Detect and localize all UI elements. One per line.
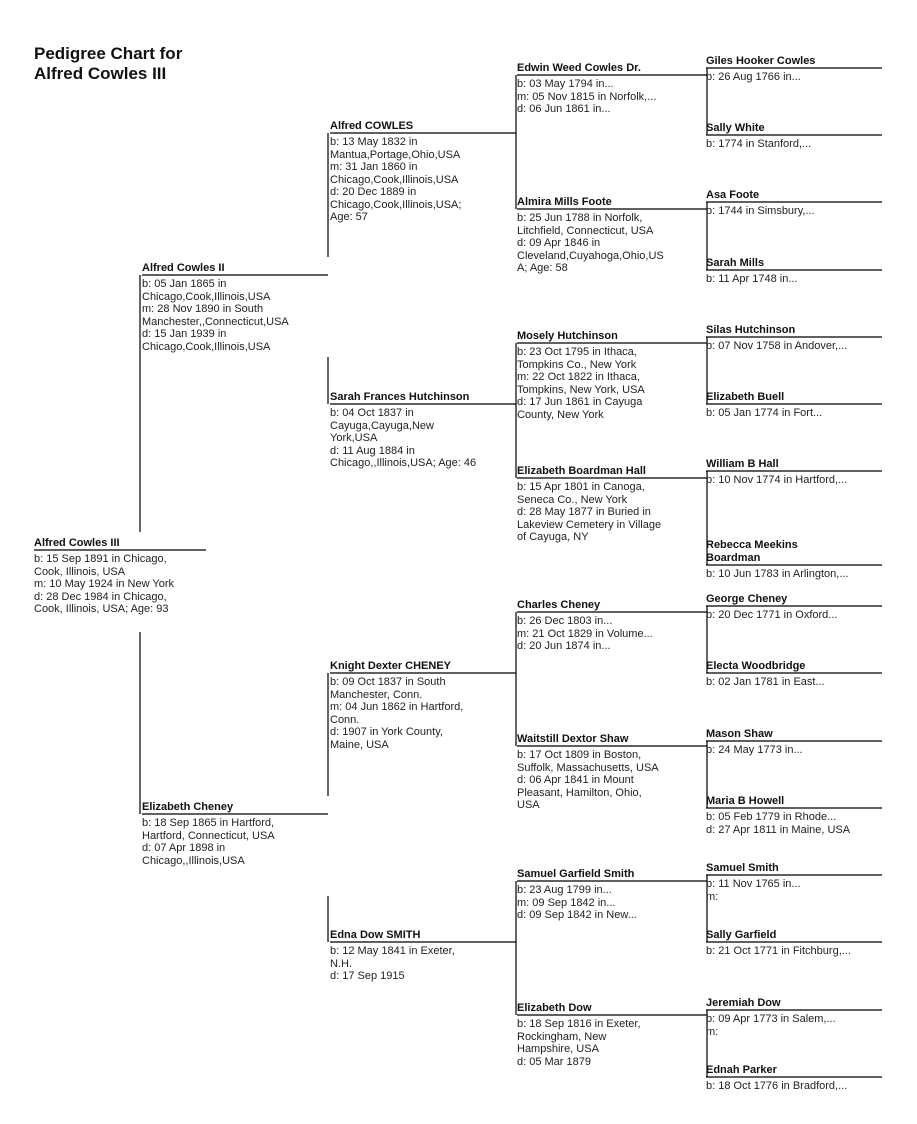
person-detail-line: d: 11 Aug 1884 in <box>330 444 415 457</box>
person-detail-line: b: 02 Jan 1781 in East... <box>706 676 825 688</box>
person-detail-line: Cook, Illinois, USA; Age: 93 <box>34 603 169 615</box>
person-detail-line: b: 04 Oct 1837 in <box>330 407 414 419</box>
person-detail-line: b: 21 Oct 1771 in Fitchburg,... <box>706 945 851 957</box>
person-detail-line: d: 20 Dec 1889 in <box>330 186 417 198</box>
person-detail-line: Hartford, Connecticut, USA <box>142 829 275 842</box>
person-detail-line: York,USA <box>330 432 378 444</box>
person-detail-line: b: 03 May 1794 in... <box>517 78 614 90</box>
person-detail-line: b: 26 Dec 1803 in... <box>517 615 613 627</box>
person-detail-line: Conn. <box>330 713 360 726</box>
person-detail-line: Chicago,Cook,Illinois,USA <box>142 290 271 303</box>
person-details <box>706 609 837 622</box>
person-name: Alfred Cowles III <box>34 537 120 549</box>
person-details <box>706 205 815 218</box>
person-detail-line: m: 04 Jun 1862 in Hartford, <box>330 701 464 713</box>
person-detail-line: Manchester,,Connecticut,USA <box>142 315 289 328</box>
person-details <box>706 878 801 903</box>
person-details <box>517 1018 641 1068</box>
person-detail-line: Cayuga,Cayuga,New <box>330 419 434 432</box>
person-detail-line: Manchester, Conn. <box>330 688 423 701</box>
person-details <box>517 212 664 275</box>
person-detail-line: b: 20 Dec 1771 in Oxford... <box>706 609 838 621</box>
person-details <box>706 1013 836 1038</box>
person-detail-line: Seneca Co., New York <box>517 493 628 506</box>
person-detail-line: d: 09 Apr 1846 in <box>517 237 601 249</box>
person-detail-line: b: 05 Jan 1774 in Fort... <box>706 407 823 419</box>
person-detail-line: m: <box>706 890 719 903</box>
person-detail-line: d: 15 Jan 1939 in <box>142 328 227 340</box>
person-details <box>517 346 645 421</box>
person-detail-line: b: 10 Nov 1774 in Hartford,... <box>706 474 848 486</box>
person-detail-line: b: 05 Jan 1865 in <box>142 278 227 290</box>
person-detail-line: Cook, Illinois, USA <box>34 565 126 578</box>
person-name: Waitstill Dextor Shaw <box>517 733 629 745</box>
person-detail-line: Tompkins, New York, USA <box>517 383 645 396</box>
person-detail-line: b: 11 Apr 1748 in... <box>706 273 798 285</box>
person-details <box>330 136 461 224</box>
person-detail-line: d: 06 Apr 1841 in Mount <box>517 774 634 786</box>
person-details <box>706 71 801 84</box>
person-detail-line: m: <box>706 1025 719 1038</box>
person-details <box>517 884 637 922</box>
person-details <box>517 78 656 116</box>
person-detail-line: N.H. <box>330 957 352 970</box>
person-name: George Cheney <box>706 593 788 605</box>
person-detail-line: d: 07 Apr 1898 in <box>142 842 226 854</box>
person-detail-line: A; Age: 58 <box>517 262 568 274</box>
person-detail-line: Cleveland,Cuyahoga,Ohio,US <box>517 249 664 262</box>
person-detail-line: m: 09 Sep 1842 in... <box>517 896 616 909</box>
person-detail-line: b: 15 Apr 1801 in Canoga, <box>517 481 645 493</box>
person-detail-line: m: 21 Oct 1829 in Volume... <box>517 627 653 640</box>
person-details <box>706 273 798 286</box>
person-detail-line: Suffolk, Massachusetts, USA <box>517 761 659 774</box>
person-detail-line: d: 28 May 1877 in Buried in <box>517 506 651 518</box>
person-name: Asa Foote <box>706 189 760 201</box>
person-detail-line: b: 25 Jun 1788 in Norfolk, <box>517 212 643 224</box>
person-detail-line: m: 22 Oct 1822 in Ithaca, <box>517 371 640 383</box>
person-name: Edna Dow SMITH <box>330 929 421 941</box>
person-detail-line: b: 07 Nov 1758 in Andover,... <box>706 340 848 352</box>
person-name: Mosely Hutchinson <box>517 330 618 342</box>
person-details <box>706 568 849 581</box>
person-name: Sarah Frances Hutchinson <box>330 391 470 403</box>
person-name: Edwin Weed Cowles Dr. <box>517 62 641 74</box>
person-name: Samuel Smith <box>706 862 779 874</box>
person-detail-line: Lakeview Cemetery in Village <box>517 518 662 531</box>
person-detail-line: b: 10 Jun 1783 in Arlington,... <box>706 568 849 580</box>
person-name: Rebecca Meekins Boardman <box>706 539 798 564</box>
person-detail-line: b: 23 Oct 1795 in Ithaca, <box>517 346 637 358</box>
person-details <box>34 553 174 616</box>
person-details <box>706 1080 847 1093</box>
person-detail-line: b: 13 May 1832 in <box>330 136 418 148</box>
person-name: Sarah Mills <box>706 257 765 269</box>
person-detail-line: Rockingham, New <box>517 1030 607 1043</box>
person-detail-line: Chicago,Cook,Illinois,USA <box>330 173 459 186</box>
person-details <box>142 278 289 353</box>
person-name: Silas Hutchinson <box>706 324 796 336</box>
person-details <box>517 749 659 812</box>
person-detail-line: b: 18 Sep 1816 in Exeter, <box>517 1018 641 1030</box>
person-detail-line: Chicago,,Illinois,USA; Age: 46 <box>330 457 477 469</box>
person-detail-line: d: 27 Apr 1811 in Maine, USA <box>706 823 851 836</box>
person-name: Maria B Howell <box>706 795 785 807</box>
person-name: Electa Woodbridge <box>706 660 806 672</box>
person-detail-line: Tompkins Co., New York <box>517 358 637 371</box>
person-detail-line: of Cayuga, NY <box>517 531 589 543</box>
person-details <box>517 615 653 653</box>
person-detail-line: b: 18 Sep 1865 in Hartford, <box>142 817 275 829</box>
person-details <box>706 744 803 757</box>
person-details <box>706 811 850 836</box>
person-detail-line: Age: 57 <box>330 211 368 223</box>
person-detail-line: Pleasant, Hamilton, Ohio, <box>517 786 642 799</box>
person-detail-line: b: 09 Apr 1773 in Salem,... <box>706 1013 836 1025</box>
person-detail-line: Maine, USA <box>330 738 389 751</box>
person-details <box>706 340 847 353</box>
person-detail-line: b: 11 Nov 1765 in... <box>706 878 801 890</box>
person-details <box>706 474 847 487</box>
person-name: Sally Garfield <box>706 929 777 941</box>
person-detail-line: Chicago,Cook,Illinois,USA; <box>330 198 462 211</box>
person-detail-line: d: 1907 in York County, <box>330 726 443 738</box>
person-name: Sally White <box>706 122 765 134</box>
person-name: Jeremiah Dow <box>706 997 781 1009</box>
person-details <box>517 481 661 544</box>
person-name: Giles Hooker Cowles <box>706 55 816 67</box>
person-details <box>706 676 825 689</box>
person-name: Charles Cheney <box>517 599 601 611</box>
person-detail-line: USA <box>517 799 540 811</box>
person-detail-line: Chicago,,Illinois,USA <box>142 854 245 867</box>
person-name: Elizabeth Dow <box>517 1002 592 1014</box>
person-name: Almira Mills Foote <box>517 196 612 208</box>
person-detail-line: b: 15 Sep 1891 in Chicago, <box>34 553 167 565</box>
person-detail-line: Chicago,Cook,Illinois,USA <box>142 340 271 353</box>
person-name: Alfred COWLES <box>330 120 414 132</box>
person-detail-line: b: 23 Aug 1799 in... <box>517 884 612 896</box>
person-details <box>330 945 455 983</box>
person-detail-line: m: 10 May 1924 in New York <box>34 578 175 590</box>
person-detail-line: Hampshire, USA <box>517 1043 599 1055</box>
person-details <box>330 407 476 470</box>
person-detail-line: d: 17 Jun 1861 in Cayuga <box>517 396 643 408</box>
person-detail-line: b: 18 Oct 1776 in Bradford,... <box>706 1080 848 1092</box>
person-name: Samuel Garfield Smith <box>517 868 635 880</box>
person-detail-line: d: 17 Sep 1915 <box>330 970 405 982</box>
person-name: Mason Shaw <box>706 728 773 740</box>
person-detail-line: d: 20 Jun 1874 in... <box>517 640 611 652</box>
person-detail-line: County, New York <box>517 408 604 421</box>
person-detail-line: Litchfield, Connecticut, USA <box>517 224 654 237</box>
person-detail-line: d: 05 Mar 1879 <box>517 1055 591 1068</box>
person-detail-line: d: 06 Jun 1861 in... <box>517 103 611 115</box>
person-name: Elizabeth Buell <box>706 391 785 403</box>
person-details <box>330 676 463 751</box>
person-detail-line: m: 05 Nov 1815 in Norfolk,... <box>517 90 657 103</box>
person-details <box>142 817 275 867</box>
person-name: Elizabeth Cheney <box>142 801 234 813</box>
person-detail-line: b: 09 Oct 1837 in South <box>330 676 446 688</box>
person-details <box>706 407 822 420</box>
person-details <box>706 138 811 151</box>
person-detail-line: b: 12 May 1841 in Exeter, <box>330 945 455 957</box>
chart-title-line2: Alfred Cowles III <box>34 64 167 83</box>
person-detail-line: b: 1774 in Stanford,... <box>706 138 812 150</box>
person-detail-line: Mantua,Portage,Ohio,USA <box>330 148 461 161</box>
person-name: William B Hall <box>706 458 779 470</box>
person-name: Ednah Parker <box>706 1064 777 1076</box>
person-detail-line: b: 05 Feb 1779 in Rhode... <box>706 811 837 823</box>
person-detail-line: b: 24 May 1773 in... <box>706 744 803 756</box>
person-name: Elizabeth Boardman Hall <box>517 465 646 477</box>
person-name: Alfred Cowles II <box>142 262 225 274</box>
person-detail-line: d: 28 Dec 1984 in Chicago, <box>34 590 167 603</box>
person-detail-line: m: 28 Nov 1890 in South <box>142 303 264 315</box>
person-detail-line: d: 09 Sep 1842 in New... <box>517 909 637 921</box>
person-details <box>706 945 851 958</box>
chart-title-line1: Pedigree Chart for <box>34 44 183 63</box>
person-detail-line: b: 1744 in Simsbury,... <box>706 205 815 217</box>
person-detail-line: b: 26 Aug 1766 in... <box>706 71 801 83</box>
person-name: Knight Dexter CHENEY <box>330 660 452 672</box>
person-detail-line: b: 17 Oct 1809 in Boston, <box>517 749 642 761</box>
person-detail-line: m: 31 Jan 1860 in <box>330 161 418 173</box>
